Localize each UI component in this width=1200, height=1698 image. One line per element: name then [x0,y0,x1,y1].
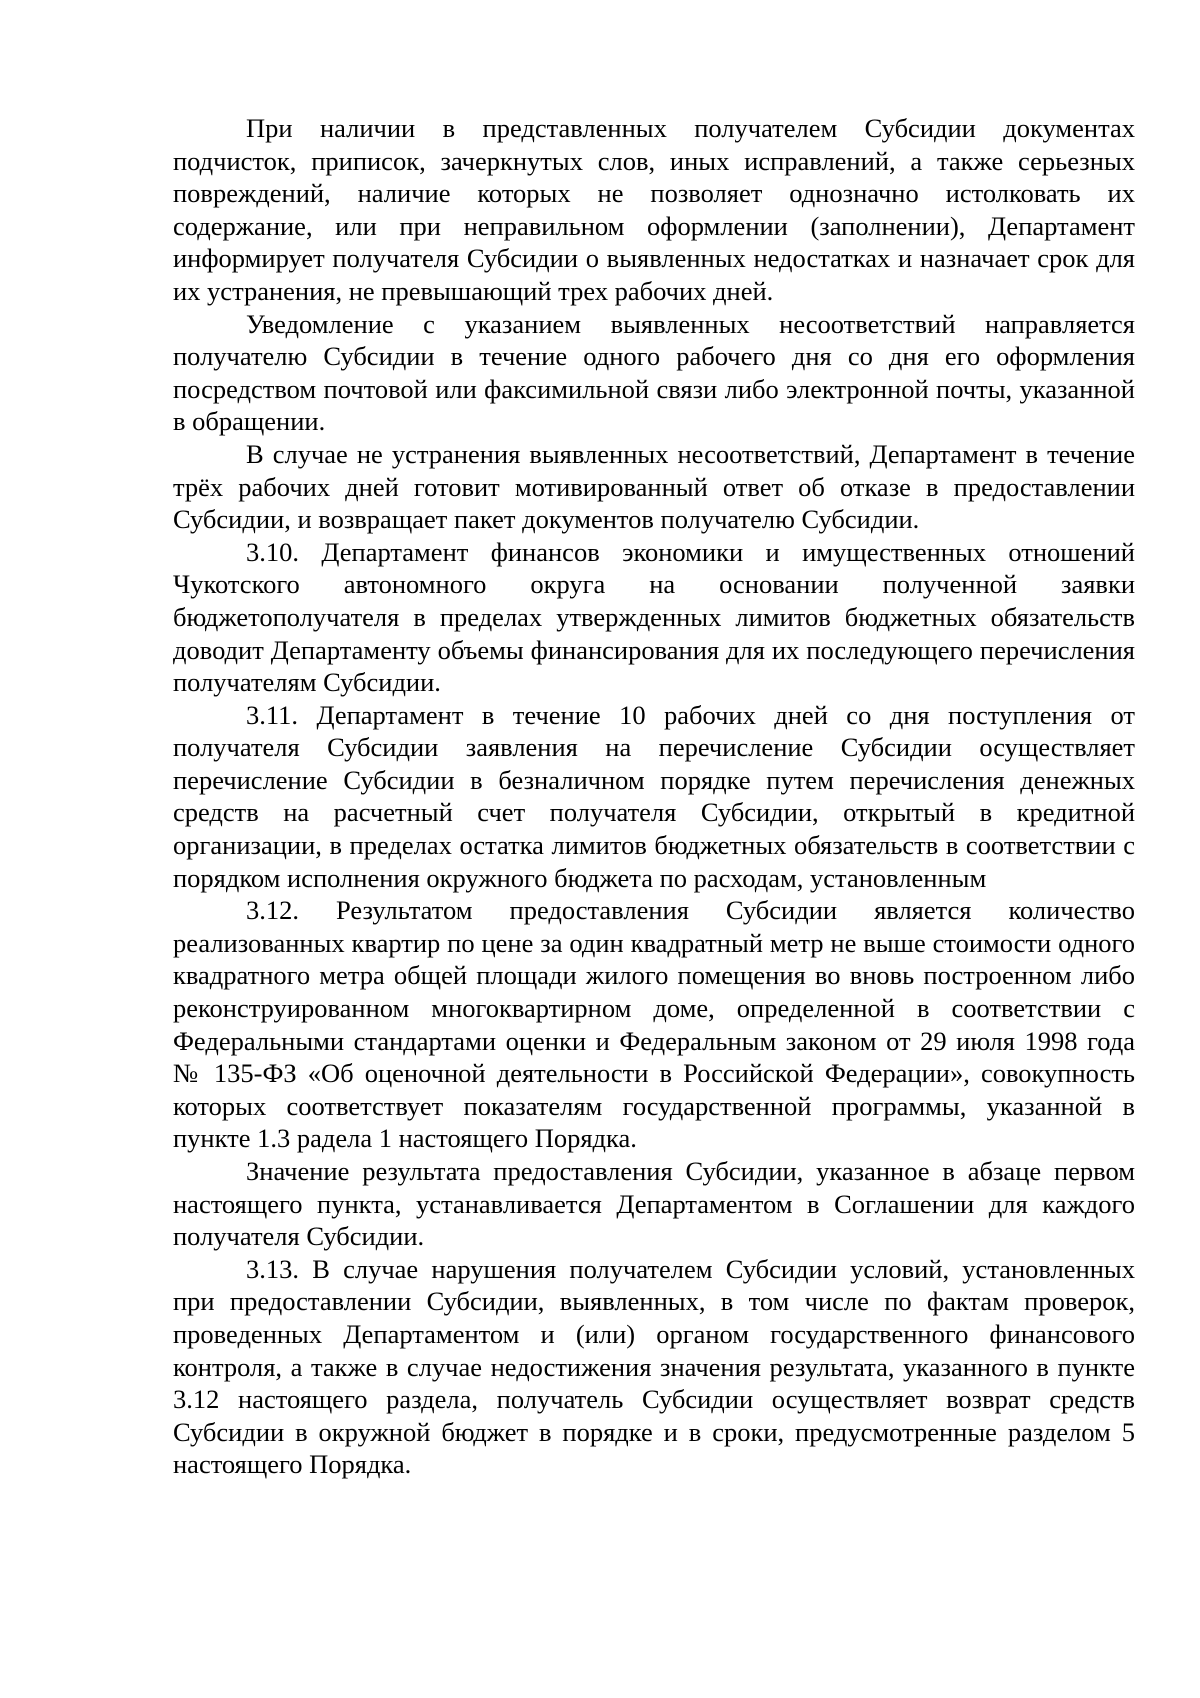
paragraph-3-13: 3.13. В случае нарушения получателем Субсидии условий, установленных при предоставлении Субсидии, выявленных, в том числе по фактам проверок, проведенных Департаментом и (или) органом государственного финансового контроля, а также в случае недостижения значения результата, указанного в пункте 3.12 настоящего раздела, получатель Субсидии осуществляет возврат средств Субсидии в окружной бюджет в порядке и в сроки, предусмотренные разделом 5 настоящего Порядка. [173,1253,1135,1480]
paragraph-3-11: 3.11. Департамент в течение 10 рабочих дней со дня поступления от получателя Субсидии заявления на перечисление Субсидии осуществляет перечисление Субсидии в безналичном порядке путем перечисления денежных средств на расчетный счет получателя Субсидии, открытый в кредитной организации, в пределах остатка лимитов бюджетных обязательств в соответствии с порядком исполнения окружного бюджета по расходам, установленным [173,699,1135,893]
paragraph-notification: Уведомление с указанием выявленных несоответствий направляется получателю Субсидии в течение одного рабочего дня со дня его оформления посредством почтовой или факсимильной связи либо электронной почты, указанной в обращении. [173,308,1135,437]
paragraph-refusal: В случае не устранения выявленных несоответствий, Департамент в течение трёх рабочих дней готовит мотивированный ответ об отказе в предоставлении Субсидии, и возвращает пакет документов получателю Субсидии. [173,438,1135,535]
document-page [173,112,1135,1481]
paragraph-result-value: Значение результата предоставления Субсидии, указанное в абзаце первом настоящего пункта, устанавливается Департаментом в Соглашении для каждого получателя Субсидии. [173,1156,1135,1252]
paragraph-document-deficiencies: При наличии в представленных получателем Субсидии документах подчисток, приписок, зачеркнутых слов, иных исправлений, а также серьезных повреждений, наличие которых не позволяет однозначно истолковать их содержание, или при неправильном оформлении (заполнении), Департамент информирует получателя Субсидии о выявленных недостатках и назначает срок для их устранения, не превышающий трех рабочих дней. [173,113,1135,306]
paragraph-3-12: 3.12. Результатом предоставления Субсидии является количество реализованных квартир по цене за один квадратный метр не выше стоимости одного квадратного метра общей площади жилого помещения во вновь построенном либо реконструированном многоквартирном доме, определенной в соответствии с Федеральными стандартами оценки и Федеральным законом от 29 июля 1998 года № 135-ФЗ «Об оценочной деятельности в Российской Федерации», совокупность которых соответствует показателям государственной программы, указанной в пункте 1.3 радела 1 настоящего Порядка. [173,895,1135,1154]
paragraph-3-10: 3.10. Департамент финансов экономики и имущественных отношений Чукотского автономного округа на основании полученной заявки бюджетополучателя в пределах утвержденных лимитов бюджетных обязательств доводит Департаменту объемы финансирования для их последующего перечисления получателям Субсидии. [173,536,1135,698]
